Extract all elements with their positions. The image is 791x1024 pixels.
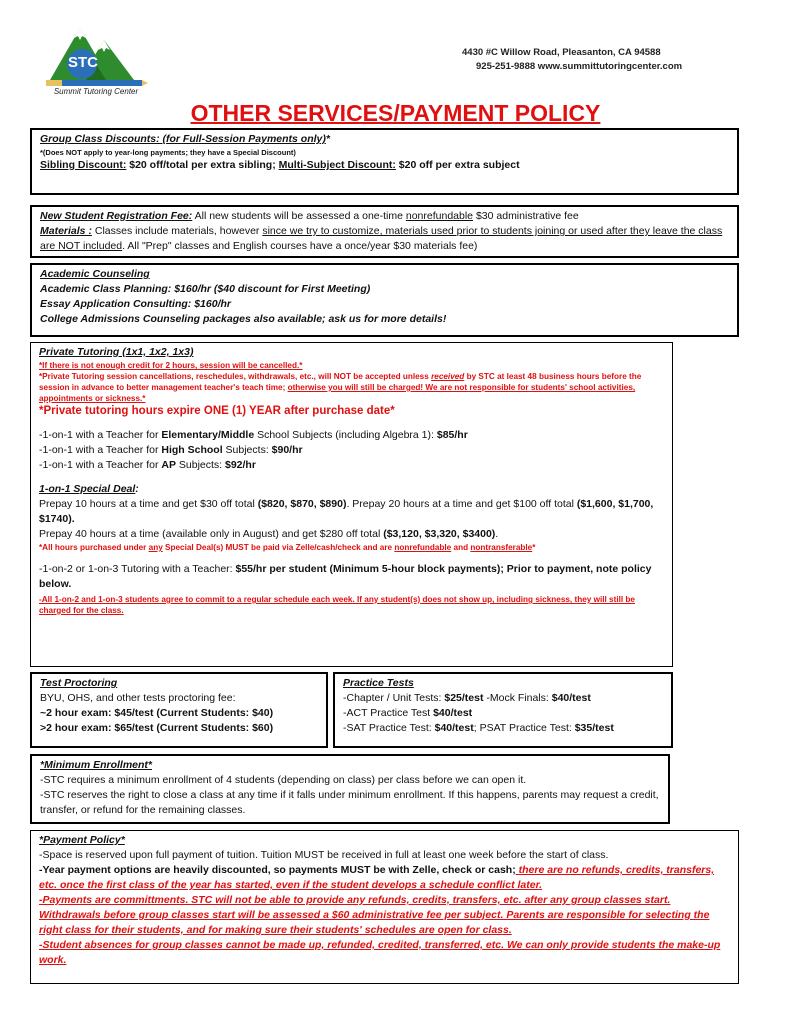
contact-info: 925-251-9888 www.summittutoringcenter.com xyxy=(476,61,683,72)
group-tutoring-rate: -1-on-2 or 1-on-3 Tutoring with a Teacher: $55/hr per student (Minimum 5-hour block payments); Prior to payment, note policy below. xyxy=(39,563,652,590)
practice-line-3: -SAT Practice Test: $40/test; PSAT Practice Test: $35/test xyxy=(343,722,614,734)
stc-logo xyxy=(42,20,150,102)
counseling-line-3: College Admissions Counseling packages also available; ask us for more details! xyxy=(40,313,447,325)
private-tutoring-box xyxy=(30,342,673,667)
payment-line-2: -Year payment options are heavily discounted, so payments MUST be with Zelle, check or cash; there are no refunds, credits, transfers, etc. once the first class of the year has started, even if the student develops a schedule conflict later. xyxy=(39,864,715,891)
registration-fee: New Student Registration Fee: All new students will be assessed a one-time nonrefundable $30 administrative fee xyxy=(40,210,579,222)
counseling-heading: Academic Counseling xyxy=(40,268,150,280)
practice-heading: Practice Tests xyxy=(343,677,414,689)
group-discount-box xyxy=(30,128,739,195)
practice-tests-box xyxy=(333,672,673,748)
counseling-line-1: Academic Class Planning: $160/hr ($40 discount for First Meeting) xyxy=(40,283,371,295)
practice-line-2: -ACT Practice Test $40/test xyxy=(343,707,473,719)
private-heading: Private Tutoring (1x1, 1x2, 1x3) xyxy=(39,346,194,358)
special-deal-1: Prepay 10 hours at a time and get $30 off total ($820, $870, $890). Prepay 20 hours at a time and get $100 off total ($1,600, $1,700, $1740). xyxy=(39,498,654,525)
rate-ap: -1-on-1 with a Teacher for AP Subjects: $92/hr xyxy=(39,459,256,471)
counseling-box xyxy=(30,263,739,337)
minimum-heading: *Minimum Enrollment* xyxy=(40,759,153,771)
payment-policy-box xyxy=(30,830,739,984)
discount-line: Sibling Discount: $20 off/total per extra sibling; Multi-Subject Discount: $20 off per extra subject xyxy=(40,159,520,171)
special-deal-2: Prepay 40 hours at a time (available only in August) and get $280 off total ($3,120, $3,320, $3400). xyxy=(39,528,499,540)
private-cancellation-note: *Private Tutoring session cancellations, reschedules, withdrawals, etc., will NOT be accepted unless received by STC at least 48 business hours before the session in advance to better management teacher's teach time; otherwise you will still be charged! We are not responsible for students' school activities, appointments or sickness.* xyxy=(39,372,642,403)
payment-line-3: -Payments are committments. STC will not be able to provide any refunds, credits, transfers, etc. after any group classes start. Withdrawals before group classes start will be assessed a $60 administrative fee per subject. Parents are responsible for selecting the right class for their students, and for making sure their students' schedules are open for class. xyxy=(39,894,710,936)
address: 4430 #C Willow Road, Pleasanton, CA 94588 xyxy=(462,47,661,58)
payment-line-4: -Student absences for group classes cannot be made up, refunded, credited, transferred, etc. We can only provide students the make-up work. xyxy=(39,939,721,966)
rate-high-school: -1-on-1 with a Teacher for High School Subjects: $90/hr xyxy=(39,444,303,456)
logo-caption: Summit Tutoring Center xyxy=(53,87,139,96)
page-title: OTHER SERVICES/PAYMENT POLICY xyxy=(190,100,601,126)
minimum-line-2: -STC reserves the right to close a class at any time if it falls under minimum enrollment. If this happens, parents may request a credit, transfer, or refund for the remaining classes. xyxy=(40,789,659,816)
group-note: *(Does NOT apply to year-long payments; they have a Special Discount) xyxy=(40,148,296,157)
proctoring-line-2: ~2 hour exam: $45/test (Current Students: $40) xyxy=(40,707,274,719)
practice-line-1: -Chapter / Unit Tests: $25/test -Mock Finals: $40/test xyxy=(343,692,591,704)
proctoring-box xyxy=(30,672,328,748)
logo-text: STC xyxy=(68,54,98,71)
counseling-line-2: Essay Application Consulting: $160/hr xyxy=(40,298,231,310)
rate-elementary: -1-on-1 with a Teacher for Elementary/Middle School Subjects (including Algebra 1): $85/hr xyxy=(39,429,468,441)
minimum-enrollment-box xyxy=(30,754,670,824)
group-heading: Group Class Discounts: (for Full-Session Payments only)* xyxy=(40,133,330,145)
private-expire-note: *Private tutoring hours expire ONE (1) YEAR after purchase date* xyxy=(39,405,395,417)
registration-box xyxy=(30,205,739,258)
special-deal-note: *All hours purchased under any Special Deal(s) MUST be paid via Zelle/cash/check and are nonrefundable and nontransferable* xyxy=(39,543,536,552)
contact-block xyxy=(462,46,682,74)
group-tutoring-note: -All 1-on-2 and 1-on-3 students agree to commit to a regular schedule each week. If any student(s) does not show up, including sickness, they will still be charged for the class. xyxy=(39,595,635,615)
proctoring-line-1: BYU, OHS, and other tests proctoring fee: xyxy=(40,692,236,704)
proctoring-heading: Test Proctoring xyxy=(40,677,118,689)
proctoring-line-3: >2 hour exam: $65/test (Current Students: $60) xyxy=(40,722,274,734)
special-deal-heading: 1-on-1 Special Deal: xyxy=(39,483,139,495)
payment-line-1: -Space is reserved upon full payment of tuition. Tuition MUST be received in full at least one week before the start of class. xyxy=(39,849,609,861)
private-credit-note: *If there is not enough credit for 2 hours, session will be cancelled.* xyxy=(39,361,303,370)
payment-heading: *Payment Policy* xyxy=(39,834,125,846)
materials-text: Materials : Classes include materials, however since we try to customize, materials used prior to students joining or used after they leave the class are NOT included. All "Prep" classes and English courses have a once/year $30 materials fee) xyxy=(40,225,723,252)
minimum-line-1: -STC requires a minimum enrollment of 4 students (depending on class) per class before we can open it. xyxy=(40,774,527,786)
